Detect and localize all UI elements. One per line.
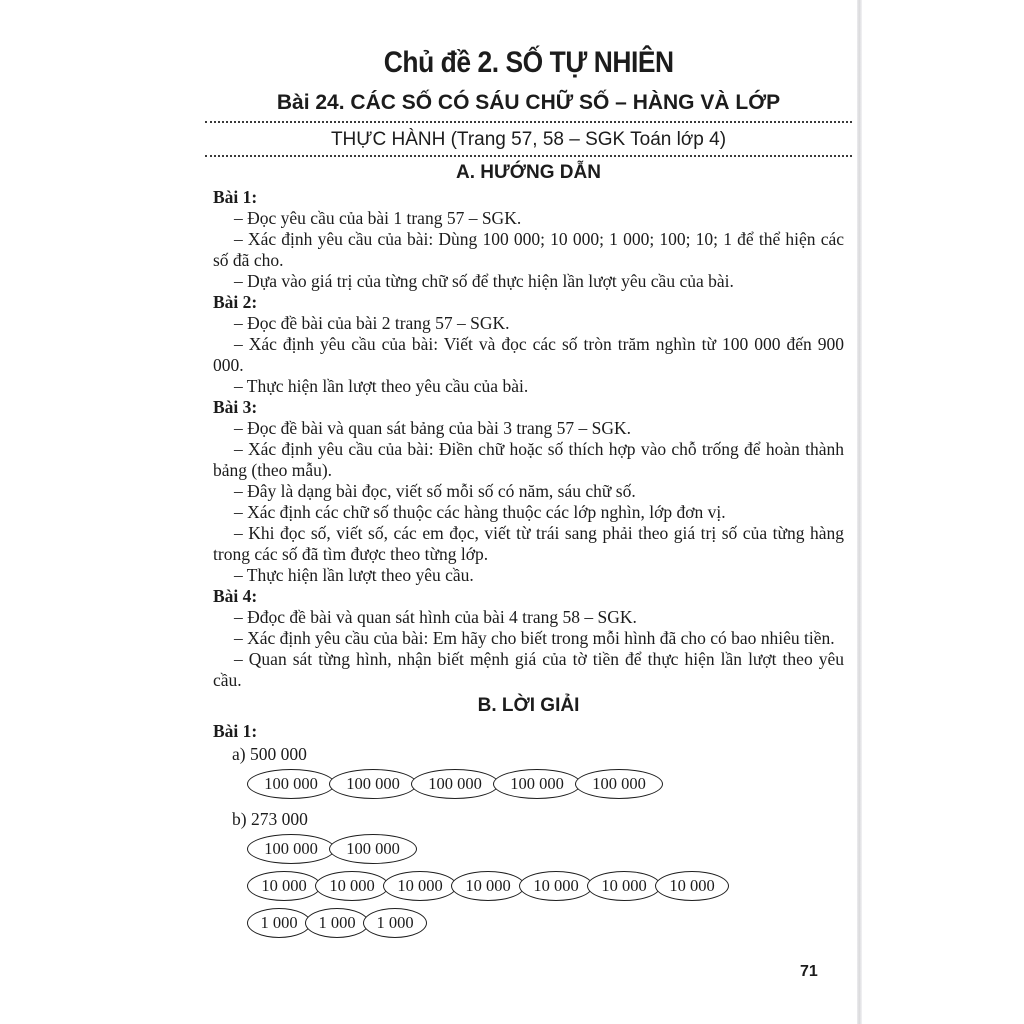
value-oval: 10 000 <box>519 871 593 901</box>
solution-exercise-label: Bài 1: <box>213 721 258 741</box>
value-oval: 100 000 <box>575 769 663 799</box>
counter-row <box>213 769 844 799</box>
counter-row <box>213 908 844 938</box>
lesson-title: Bài 24. CÁC SỐ CÓ SÁU CHỮ SỐ – HÀNG VÀ LỚP <box>276 91 781 114</box>
exercise-label: Bài 1: <box>213 187 258 207</box>
value-oval: 100 000 <box>493 769 581 799</box>
guideline-item: – Xác định yêu cầu của bài: Điền chữ hoặc số thích hợp vào chỗ trống để hoàn thành bảng (theo mẫu). <box>213 439 844 480</box>
value-oval: 1 000 <box>247 908 311 938</box>
counter-row <box>213 834 844 864</box>
guideline-item: – Đây là dạng bài đọc, viết số mỗi số có năm, sáu chữ số. <box>234 481 636 501</box>
solution-part-label: b) 273 000 <box>232 809 308 829</box>
exercise-label: Bài 4: <box>213 586 258 606</box>
practice-subtitle: THỰC HÀNH (Trang 57, 58 – SGK Toán lớp 4) <box>330 129 727 150</box>
guideline-item: – Xác định các chữ số thuộc các hàng thuộc các lớp nghìn, lớp đơn vị. <box>234 502 726 522</box>
counter-row <box>213 871 844 901</box>
guideline-item: – Đọc yêu cầu của bài 1 trang 57 – SGK. <box>234 208 522 228</box>
page-scan-edge <box>857 0 862 1024</box>
value-oval: 10 000 <box>247 871 321 901</box>
page-number: 71 <box>800 963 818 980</box>
value-oval: 10 000 <box>587 871 661 901</box>
value-oval: 100 000 <box>247 834 335 864</box>
guideline-item: – Xác định yêu cầu của bài: Em hãy cho biết trong mỗi hình đã cho có bao nhiêu tiền. <box>234 628 835 648</box>
guideline-item: – Đđọc đề bài và quan sát hình của bài 4 trang 58 – SGK. <box>234 607 637 627</box>
value-oval: 100 000 <box>247 769 335 799</box>
value-oval: 10 000 <box>451 871 525 901</box>
value-oval: 100 000 <box>329 769 417 799</box>
guideline-item: – Quan sát từng hình, nhận biết mệnh giá của tờ tiền để thực hiện lần lượt theo yêu cầu. <box>213 649 844 690</box>
exercise-label: Bài 3: <box>213 397 258 417</box>
value-oval: 1 000 <box>305 908 369 938</box>
solution-part-label: a) 500 000 <box>232 744 307 764</box>
topic-title-text: Chủ đề 2. SỐ TỰ NHIÊN <box>383 46 674 79</box>
guideline-item: – Khi đọc số, viết số, các em đọc, viết từ trái sang phải theo giá trị số của từng hàng trong các số đã tìm được theo từng lớp. <box>213 523 844 564</box>
guideline-item: – Thực hiện lần lượt theo yêu cầu của bài. <box>234 376 529 396</box>
guideline-item: – Đọc đề bài của bài 2 trang 57 – SGK. <box>234 313 510 333</box>
guide-exercise-list <box>213 187 844 691</box>
guideline-item: – Dựa vào giá trị của từng chữ số để thực hiện lần lượt yêu cầu của bài. <box>234 271 734 291</box>
value-oval: 10 000 <box>383 871 457 901</box>
exercise-label: Bài 2: <box>213 292 258 312</box>
guideline-item: – Đọc đề bài và quan sát bảng của bài 3 trang 57 – SGK. <box>234 418 632 438</box>
guideline-item: – Xác định yêu cầu của bài: Dùng 100 000; 10 000; 1 000; 100; 10; 1 để thể hiện các số đã cho. <box>213 229 844 270</box>
value-oval: 10 000 <box>315 871 389 901</box>
value-oval: 100 000 <box>329 834 417 864</box>
solution-parts <box>213 744 844 938</box>
section-b-heading: B. LỜI GIẢI <box>477 695 580 716</box>
value-oval: 1 000 <box>363 908 427 938</box>
value-oval: 100 000 <box>411 769 499 799</box>
dotted-divider-top <box>205 121 852 123</box>
value-oval: 10 000 <box>655 871 729 901</box>
guideline-item: – Thực hiện lần lượt theo yêu cầu. <box>234 565 474 585</box>
dotted-divider-bottom <box>205 155 852 157</box>
guideline-item: – Xác định yêu cầu của bài: Viết và đọc các số tròn trăm nghìn từ 100 000 đến 900 000. <box>213 334 844 375</box>
topic-title <box>213 46 844 80</box>
section-a-heading: A. HƯỚNG DẪN <box>456 162 601 183</box>
